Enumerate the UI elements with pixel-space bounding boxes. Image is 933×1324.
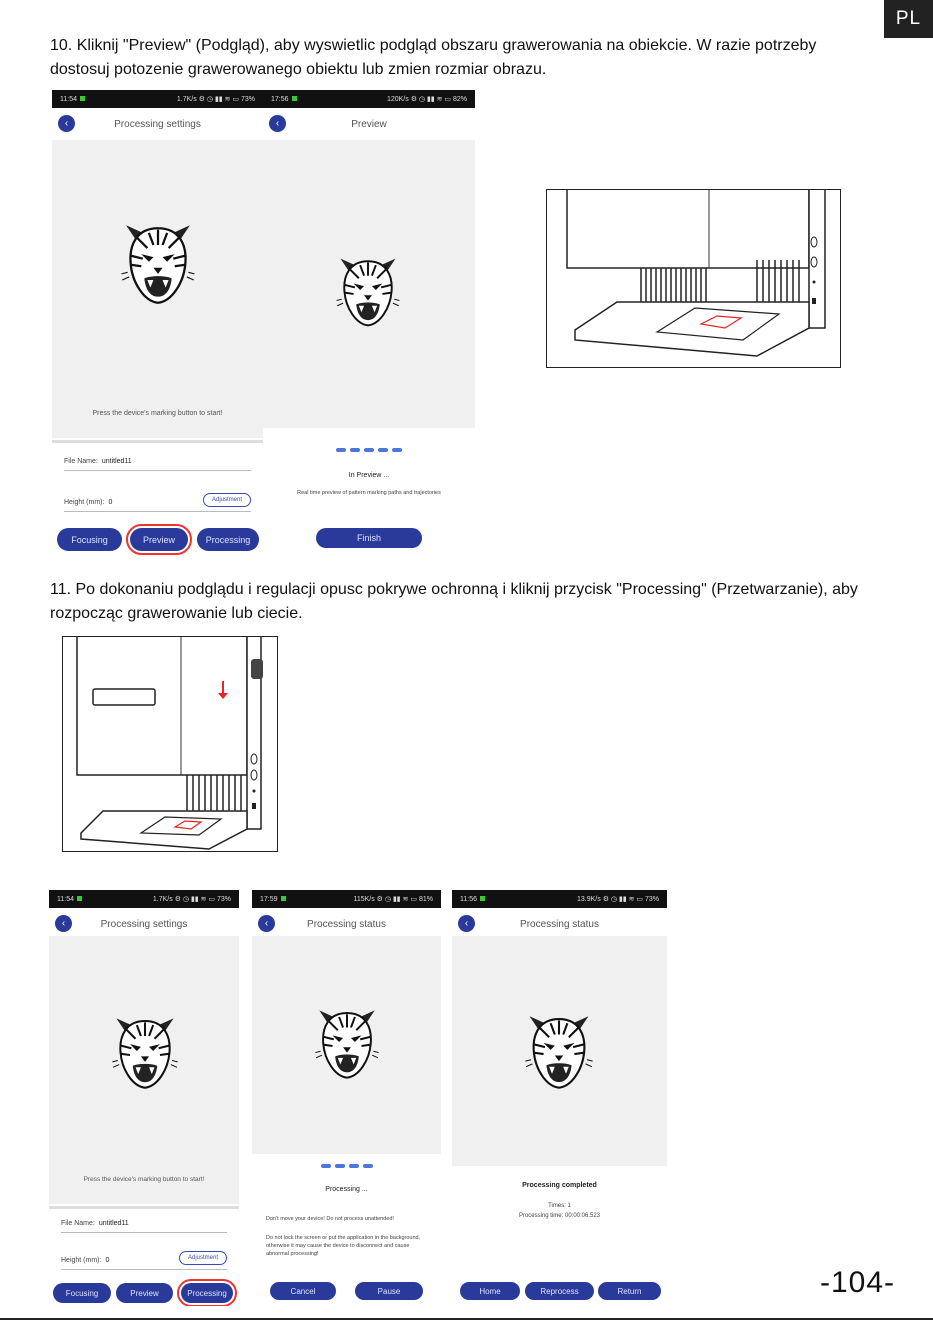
screen-title: Preview xyxy=(351,118,387,130)
status-bar xyxy=(252,890,441,908)
focusing-button[interactable]: Focusing xyxy=(53,1283,111,1303)
height-value: 0 xyxy=(105,1257,110,1264)
step-10-text: 10. Kliknij "Preview" (Podgląd), aby wyswietlic podgląd obszaru grawerowania na obiekcie. W razie potrzeby dostosuj potozenie grawerowanego obiektu lub zmien rozmiar obrazu. xyxy=(50,37,817,78)
height-field[interactable] xyxy=(61,1257,227,1270)
progress-dashes xyxy=(252,1164,441,1168)
screen-title: Processing status xyxy=(520,918,599,930)
preview-status-heading: In Preview ... xyxy=(348,472,390,479)
processing-button[interactable]: Processing xyxy=(197,528,259,551)
back-arrow-icon[interactable]: ‹ xyxy=(58,115,75,132)
bottom-rule xyxy=(0,1318,933,1320)
file-name-label: File Name: xyxy=(64,458,98,465)
height-label: Height (mm): xyxy=(64,499,105,506)
screen-processing-settings xyxy=(52,90,263,556)
processing-button[interactable]: Processing xyxy=(181,1283,233,1303)
status-bar xyxy=(263,90,475,108)
status-time: 11:56 xyxy=(460,895,477,903)
app-header xyxy=(52,108,263,140)
tiger-image xyxy=(524,1012,594,1092)
screen-title: Processing status xyxy=(307,918,386,930)
screen-title: Processing settings xyxy=(114,118,201,130)
screen-preview xyxy=(263,90,475,556)
preview-button[interactable]: Preview xyxy=(116,1283,173,1303)
back-arrow-icon[interactable]: ‹ xyxy=(458,915,475,932)
screen-processing-completed xyxy=(452,890,667,1306)
warning-message-2: Do not lock the screen or put the application in the background, otherwise it may cause the device to disconnect and cause abnormal processing! xyxy=(266,1235,421,1257)
height-value: 0 xyxy=(108,499,113,506)
lid-closing-illustration xyxy=(62,636,278,852)
tiger-image xyxy=(120,222,196,306)
cancel-button[interactable]: Cancel xyxy=(270,1282,336,1300)
back-arrow-icon[interactable]: ‹ xyxy=(55,915,72,932)
file-name-value: untitled11 xyxy=(98,1220,129,1227)
home-button[interactable]: Home xyxy=(460,1282,520,1300)
app-header xyxy=(263,108,475,140)
height-field[interactable] xyxy=(64,499,251,512)
step-11-text: 11. Po dokonaniu podglądu i regulacji opusc pokrywe ochronną i kliknij przycisk "Processing" (Przetwarzanie), aby rozpocząc grawerowanie lub ciecie. xyxy=(50,581,858,622)
processing-canvas xyxy=(252,936,441,1154)
status-indicators: 120K/s ⚙ ◷ ▮▮ ≋ ▭ 82% xyxy=(386,96,467,103)
screen-title: Processing settings xyxy=(100,918,188,930)
screen-processing-settings-2 xyxy=(49,890,239,1306)
return-button[interactable]: Return xyxy=(598,1282,661,1300)
reprocess-button[interactable]: Reprocess xyxy=(525,1282,594,1300)
times-label: Times: xyxy=(548,1203,566,1209)
preview-canvas xyxy=(263,140,475,428)
completed-heading: Processing completed xyxy=(522,1182,597,1189)
engraver-illustration xyxy=(546,189,841,368)
language-badge: PL xyxy=(884,0,933,38)
status-bar xyxy=(49,890,239,908)
processing-time-row xyxy=(452,1213,667,1219)
image-canvas[interactable] xyxy=(52,140,263,438)
times-value: 1 xyxy=(567,1203,571,1209)
file-name-field[interactable] xyxy=(64,458,251,471)
processing-time-value: 00:00:06.523 xyxy=(564,1213,601,1219)
adjustment-button[interactable]: Adjustment xyxy=(203,493,251,507)
status-bar xyxy=(452,890,667,908)
status-indicators: 1.7K/s ⚙ ◷ ▮▮ ≋ ▭ 73% xyxy=(176,96,255,103)
warning-message-1: Don't move your device! Do not process unattended! xyxy=(266,1216,394,1222)
pause-button[interactable]: Pause xyxy=(355,1282,423,1300)
file-name-label: File Name: xyxy=(61,1220,95,1227)
file-name-value: untitled11 xyxy=(101,458,132,465)
height-label: Height (mm): xyxy=(61,1257,102,1264)
start-hint: Press the device's marking button to start! xyxy=(83,1176,205,1183)
status-indicators: 115K/s ⚙ ◷ ▮▮ ≋ ▭ 81% xyxy=(353,896,433,903)
image-canvas[interactable] xyxy=(49,936,239,1204)
back-arrow-icon[interactable]: ‹ xyxy=(269,115,286,132)
status-time: 11:54 xyxy=(60,95,77,103)
status-time: 17:59 xyxy=(260,895,278,903)
back-arrow-icon[interactable]: ‹ xyxy=(258,915,275,932)
tiger-image xyxy=(111,1014,179,1092)
status-indicators: 1.7K/s ⚙ ◷ ▮▮ ≋ ▭ 73% xyxy=(152,896,231,903)
screen-processing-status xyxy=(252,890,441,1306)
adjustment-button[interactable]: Adjustment xyxy=(179,1251,227,1265)
file-name-field[interactable] xyxy=(61,1220,227,1233)
progress-dashes xyxy=(263,448,475,452)
finish-button[interactable]: Finish xyxy=(316,528,422,548)
divider xyxy=(52,440,263,443)
processing-status-heading: Processing ... xyxy=(325,1186,368,1193)
divider xyxy=(49,1206,239,1209)
status-indicators: 13.9K/s ⚙ ◷ ▮▮ ≋ ▭ 73% xyxy=(577,896,659,903)
status-bar xyxy=(52,90,263,108)
page-number: -104- xyxy=(820,1266,896,1299)
status-time: 11:54 xyxy=(57,895,74,903)
processing-time-label: Processing time: xyxy=(518,1213,564,1219)
focusing-button[interactable]: Focusing xyxy=(57,528,122,551)
status-time: 17:56 xyxy=(271,95,289,103)
start-hint: Press the device's marking button to start! xyxy=(92,410,223,417)
tiger-image xyxy=(314,1006,380,1082)
preview-status-detail: Real time preview of pattern marking paths and trajectories xyxy=(297,490,441,496)
preview-button[interactable]: Preview xyxy=(130,528,188,551)
times-row xyxy=(452,1203,667,1209)
result-canvas xyxy=(452,936,667,1166)
tiger-image xyxy=(335,256,401,328)
